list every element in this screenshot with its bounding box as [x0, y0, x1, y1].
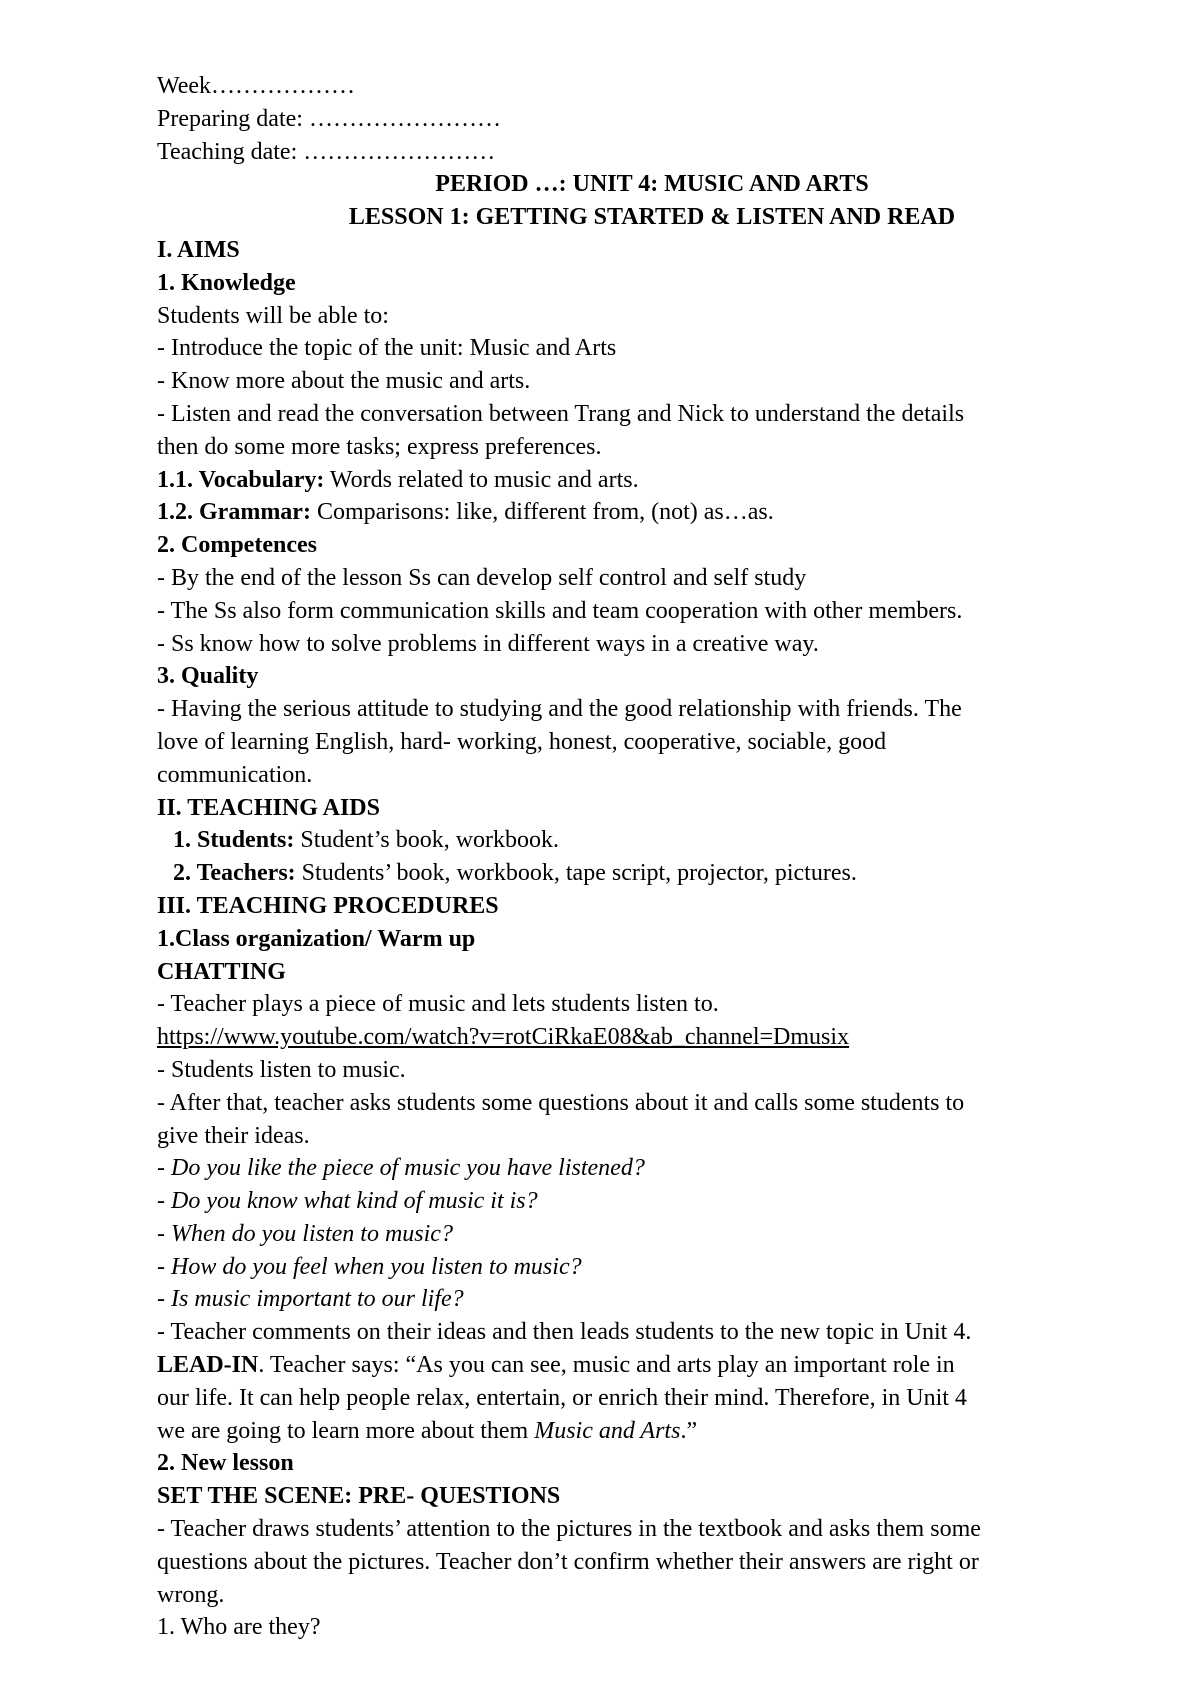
aids-teachers-label: 2. Teachers:	[173, 860, 296, 887]
quality-line: communication.	[157, 761, 313, 788]
aids-teachers-line	[157, 857, 1147, 890]
knowledge-item: then do some more tasks; express preferences.	[157, 433, 602, 460]
music-link-line	[157, 1021, 1147, 1054]
pre-question: 1. Who are they?	[157, 1614, 321, 1641]
scene-line: - Teacher draws students’ attention to the pictures in the textbook and asks them some	[157, 1516, 981, 1543]
warmup-question: - When do you listen to music?	[157, 1220, 453, 1247]
knowledge-heading: 1. Knowledge	[157, 269, 296, 296]
procedure-step-cont: give their ideas.	[157, 1122, 310, 1149]
set-the-scene-heading: SET THE SCENE: PRE- QUESTIONS	[157, 1483, 561, 1510]
competence-item: - By the end of the lesson Ss can develop self control and self study	[157, 564, 807, 591]
lesson-title: LESSON 1: GETTING STARTED & LISTEN AND READ	[348, 204, 956, 231]
lead-in-text-end: .”	[680, 1417, 698, 1444]
lead-in-text: . Teacher says: “As you can see, music and arts play an important role in	[258, 1352, 955, 1379]
warmup-heading: 1.Class organization/ Warm up	[157, 925, 476, 952]
warmup-question: - How do you feel when you listen to music?	[157, 1253, 582, 1280]
knowledge-intro: Students will be able to:	[157, 302, 389, 329]
warmup-question: - Do you like the piece of music you have listened?	[157, 1155, 645, 1182]
teaching-date-line: Teaching date: ……………………	[157, 138, 496, 165]
procedure-step: - After that, teacher asks students some questions about it and calls some students to	[157, 1089, 965, 1116]
vocabulary-text: Words related to music and arts.	[324, 466, 639, 493]
vocabulary-label: 1.1. Vocabulary:	[157, 466, 325, 493]
lead-in-line: our life. It can help people relax, entertain, or enrich their mind. Therefore, in Unit 4	[157, 1384, 967, 1411]
lead-in-line	[157, 1349, 1147, 1382]
aids-teachers-text: Students’ book, workbook, tape script, projector, pictures.	[295, 860, 857, 887]
competence-item: - The Ss also form communication skills and team cooperation with other members.	[157, 597, 963, 624]
teacher-comment-line: - Teacher comments on their ideas and then leads students to the new topic in Unit 4.	[157, 1319, 972, 1346]
procedures-heading: III. TEACHING PROCEDURES	[157, 892, 499, 919]
warmup-question: - Is music important to our life?	[157, 1286, 464, 1313]
scene-line: questions about the pictures. Teacher don’t confirm whether their answers are right or	[157, 1548, 979, 1575]
procedure-step: - Teacher plays a piece of music and lets students listen to.	[157, 991, 719, 1018]
new-lesson-heading: 2. New lesson	[157, 1450, 294, 1477]
lead-in-label: LEAD-IN	[157, 1352, 259, 1379]
week-line: Week………………	[157, 73, 356, 99]
grammar-label: 1.2. Grammar:	[157, 499, 311, 526]
knowledge-item: - Know more about the music and arts.	[157, 368, 531, 395]
knowledge-item: - Introduce the topic of the unit: Music and Arts	[157, 335, 617, 362]
grammar-text: Comparisons: like, different from, (not) as…as.	[310, 499, 774, 526]
quality-line: love of learning English, hard- working, honest, cooperative, sociable, good	[157, 728, 887, 755]
competence-item: - Ss know how to solve problems in different ways in a creative way.	[157, 630, 819, 657]
aids-students-label: 1. Students:	[173, 827, 295, 854]
period-title: PERIOD …: UNIT 4: MUSIC AND ARTS	[435, 171, 869, 198]
youtube-link[interactable]: https://www.youtube.com/watch?v=rotCiRkaE08&ab_channel=Dmusix	[157, 1024, 850, 1051]
chatting-heading: CHATTING	[157, 958, 286, 985]
aims-heading: I. AIMS	[157, 236, 240, 263]
lead-in-text: we are going to learn more about them	[157, 1417, 535, 1444]
vocabulary-line	[157, 464, 1147, 497]
aids-students-text: Student’s book, workbook.	[294, 827, 560, 854]
aids-students-line	[157, 824, 1147, 857]
teaching-aids-heading: II. TEACHING AIDS	[157, 794, 380, 821]
warmup-question: - Do you know what kind of music it is?	[157, 1188, 538, 1215]
scene-line: wrong.	[157, 1581, 225, 1608]
quality-heading: 3. Quality	[157, 663, 259, 690]
lead-in-topic: Music and Arts	[534, 1417, 681, 1444]
lead-in-line	[157, 1415, 1147, 1448]
competences-heading: 2. Competences	[157, 532, 317, 559]
preparing-date-line: Preparing date: ……………………	[157, 105, 501, 132]
lesson-plan-page	[157, 70, 1147, 1644]
procedure-step: - Students listen to music.	[157, 1056, 406, 1083]
grammar-line	[157, 496, 1147, 529]
knowledge-item: - Listen and read the conversation between Trang and Nick to understand the details	[157, 400, 965, 427]
quality-line: - Having the serious attitude to studying and the good relationship with friends. The	[157, 696, 962, 723]
